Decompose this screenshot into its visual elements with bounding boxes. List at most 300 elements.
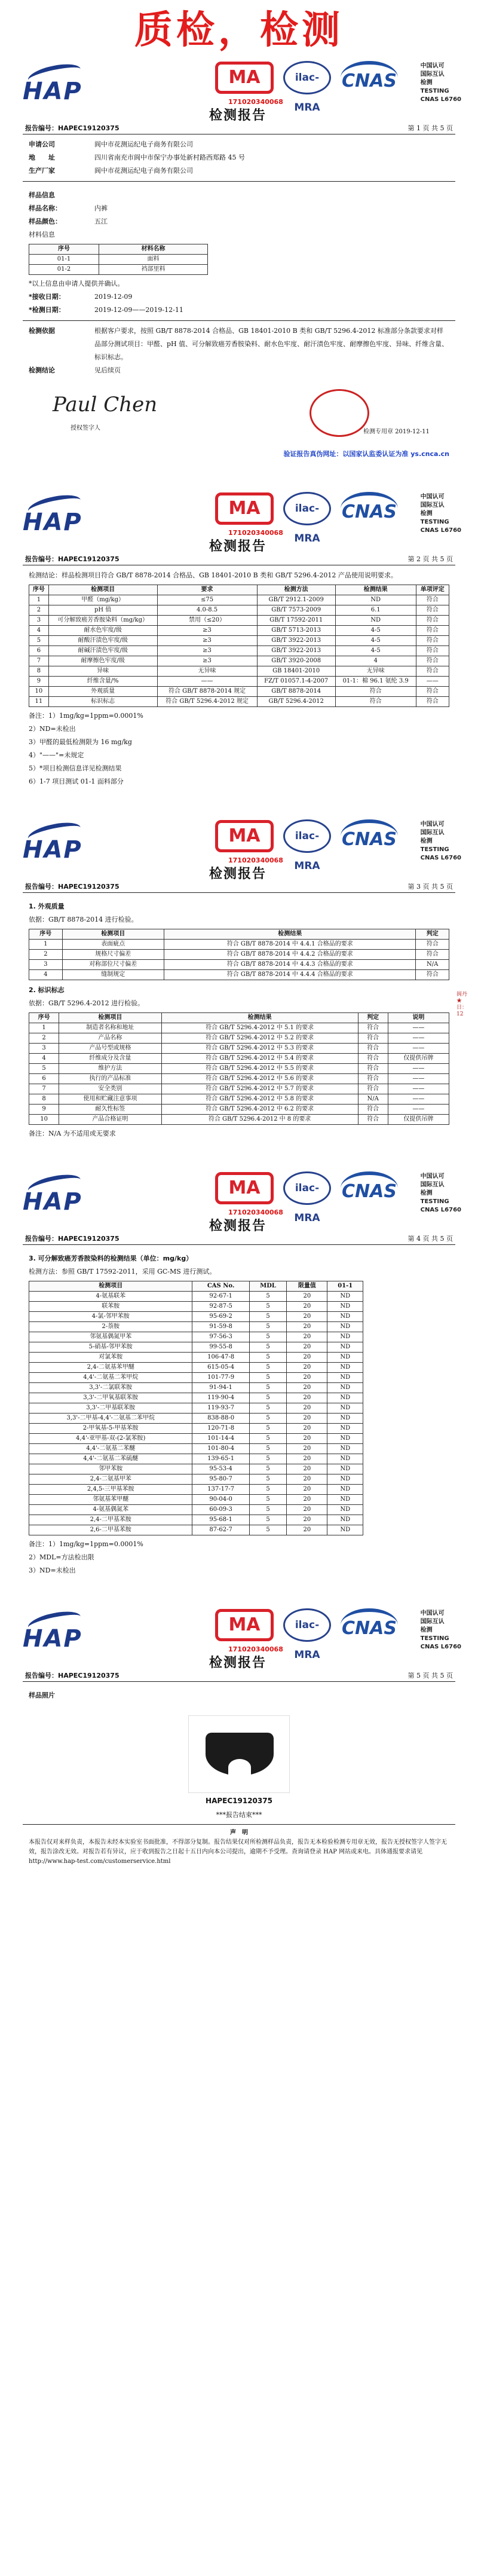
table-cell: 符合: [416, 970, 449, 980]
table-cell: 5: [249, 1322, 287, 1332]
table-cell: 4: [29, 626, 49, 636]
table-cell: 120-71-8: [192, 1424, 249, 1434]
cma-logo: MA: [215, 1172, 274, 1204]
table-row: [29, 646, 449, 656]
table-row: [29, 656, 449, 666]
table-cell: 符合 GB/T 5296.4-2012 中 5.5 的要求: [161, 1064, 358, 1074]
table-cell: 符合: [335, 687, 416, 697]
table-cell: 符合 GB/T 5296.4-2012 中 6.2 的要求: [161, 1105, 358, 1115]
table-cell: 20: [287, 1495, 327, 1505]
hap-logo: HAP: [23, 66, 88, 102]
table-cell: 符合 GB/T 8878-2014 规定: [157, 687, 257, 697]
table-cell: ND: [327, 1444, 363, 1454]
table-header: 限量值: [287, 1281, 327, 1292]
table-row: [29, 1505, 363, 1515]
table-cell: 20: [287, 1474, 327, 1485]
hap-logo: HAP: [23, 497, 88, 533]
note-line: 3）甲醛的最低检测限为 16 mg/kg: [29, 738, 132, 746]
table-row: [29, 1084, 449, 1094]
table-cell: 2-甲氧基-5-甲基苯胺: [29, 1424, 192, 1434]
table-cell: 符合: [358, 1044, 388, 1054]
table-row: [29, 1023, 449, 1033]
table-cell: 6.1: [335, 605, 416, 616]
table-cell: 表面疵点: [62, 940, 164, 950]
table-cell: 2,4,5-三甲基苯胺: [29, 1485, 192, 1495]
table-cell: 维护方法: [59, 1064, 161, 1074]
table-cell: 5: [249, 1342, 287, 1353]
table-row: [29, 1414, 363, 1424]
table-cell: 4: [29, 1054, 59, 1064]
table-cell: 5: [249, 1444, 287, 1454]
table-cell: 20: [287, 1454, 327, 1464]
table-cell: ND: [327, 1495, 363, 1505]
table-cell: 5: [249, 1495, 287, 1505]
table-cell: 符合: [416, 950, 449, 960]
note-line: 备注：1）1mg/kg=1ppm=0.0001%: [29, 1540, 143, 1548]
table-header: MDL: [249, 1281, 287, 1292]
table-cell: 5: [249, 1525, 287, 1535]
table-cell: ND: [327, 1515, 363, 1525]
table-header: 检测项目: [29, 1281, 192, 1292]
manufacturer: 阆中市花测运纪电子商务有限公司: [94, 167, 193, 175]
table-cell: 5: [249, 1474, 287, 1485]
cnas-logo: CNAS: [341, 61, 398, 94]
table-cell: 5: [249, 1373, 287, 1383]
table-cell: 1: [29, 940, 63, 950]
table-cell: 产品号型或规格: [59, 1044, 161, 1054]
table-cell: 20: [287, 1342, 327, 1353]
table-cell: 20: [287, 1383, 327, 1393]
table-cell: 2: [29, 605, 49, 616]
note-line: 4）"——"=未规定: [29, 751, 84, 759]
table-cell: 90-04-0: [192, 1495, 249, 1505]
table-cell: ≥3: [157, 636, 257, 646]
material-table: 序号 材料名称 01-1 面料 01-2 裆部里料: [29, 244, 208, 275]
table-cell: 9: [29, 1105, 59, 1115]
table-cell: 7: [29, 656, 49, 666]
verify-link[interactable]: 验证报告真伪网址：以国家认监委认证为准 ys.cnca.cn: [283, 450, 449, 458]
sample-name: 内裤: [94, 204, 108, 212]
table-row: [29, 1044, 449, 1054]
table-cell: 符合: [416, 636, 449, 646]
table-cell: 外观质量: [48, 687, 157, 697]
table-cell: 20: [287, 1363, 327, 1373]
table-cell: 符合 GB/T 8878-2014 中 4.4.3 合格品的要求: [164, 960, 416, 970]
appearance-table: [29, 929, 449, 980]
table-row: [29, 1054, 449, 1064]
table-row: [29, 666, 449, 677]
table-cell: 3,3'-二氯联苯胺: [29, 1383, 192, 1393]
table-cell: 20: [287, 1485, 327, 1495]
table-cell: 禁用（≤20）: [157, 616, 257, 626]
azo-table: [29, 1281, 363, 1535]
table-cell: 5: [249, 1403, 287, 1414]
table-cell: 符合: [358, 1115, 388, 1125]
table-cell: 符合 GB/T 8878-2014 中 4.4.4 合格品的要求: [164, 970, 416, 980]
table-row: [29, 960, 449, 970]
table-header: 检测项目: [48, 585, 157, 595]
table-cell: 20: [287, 1414, 327, 1424]
table-cell: ND: [327, 1424, 363, 1434]
table-cell: 20: [287, 1444, 327, 1454]
table-row: [29, 1363, 363, 1373]
table-header: CAS No.: [192, 1281, 249, 1292]
table-cell: 119-93-7: [192, 1403, 249, 1414]
cnas-logo: CNAS: [341, 492, 398, 525]
table-cell: ——: [388, 1105, 449, 1115]
table-cell: 2,6-二甲基苯胺: [29, 1525, 192, 1535]
table-cell: 纤维成分及含量: [59, 1054, 161, 1064]
table-cell: 5: [249, 1485, 287, 1495]
table-cell: 耐酸汗渍色牢度/级: [48, 636, 157, 646]
table-cell: GB/T 8878-2014: [257, 687, 335, 697]
table-cell: GB 18401-2010: [257, 666, 335, 677]
hap-logo: HAP: [23, 1176, 88, 1212]
table-cell: 缝制规定: [62, 970, 164, 980]
table-header: 序号: [29, 585, 49, 595]
table-cell: ——: [388, 1033, 449, 1044]
note-line: 2）ND=未检出: [29, 725, 76, 733]
table-cell: ——: [388, 1084, 449, 1094]
table-cell: 符合 GB/T 8878-2014 中 4.4.2 合格品的要求: [164, 950, 416, 960]
table-cell: 1: [29, 595, 49, 605]
table-cell: 4,4'-二氨基二苯硫醚: [29, 1454, 192, 1464]
table-cell: 119-90-4: [192, 1393, 249, 1403]
table-cell: 符合: [358, 1054, 388, 1064]
table-cell: 91-59-8: [192, 1322, 249, 1332]
note-line: 5）*项目检测信息详见检测结果: [29, 764, 122, 772]
table-cell: 5: [249, 1312, 287, 1322]
client-info: 申请公司 阆中市花测运纪电子商务有限公司 地 址 四川省南充市阆中市保宁办事处新村路西郑路 45 号 生产厂家 阆中市花测运纪电子商务有限公司: [12, 134, 466, 181]
table-cell: pH 值: [48, 605, 157, 616]
table-cell: ND: [327, 1485, 363, 1495]
notes: [29, 709, 449, 788]
table-cell: 安全类别: [59, 1084, 161, 1094]
table-row: [29, 1393, 363, 1403]
table-row: [29, 1474, 363, 1485]
table-cell: ——: [416, 677, 449, 687]
table-header: 序号: [29, 929, 63, 940]
table-header: 01-1: [327, 1281, 363, 1292]
banner: [0, 0, 478, 54]
table-cell: 6: [29, 1074, 59, 1084]
table-row: [29, 1094, 449, 1105]
table-cell: 95-68-1: [192, 1515, 249, 1525]
table-cell: ND: [327, 1505, 363, 1515]
table-cell: 符合 GB/T 5296.4-2012 中 5.7 的要求: [161, 1084, 358, 1094]
table-cell: ND: [327, 1434, 363, 1444]
table-cell: ND: [327, 1332, 363, 1342]
table-cell: ND: [327, 1383, 363, 1393]
table-cell: 615-05-4: [192, 1363, 249, 1373]
table-cell: 8: [29, 666, 49, 677]
table-row: [29, 1383, 363, 1393]
table-cell: 符合: [358, 1074, 388, 1084]
note-line: 2）MDL=方法检出限: [29, 1553, 94, 1561]
table-cell: 97-56-3: [192, 1332, 249, 1342]
table-cell: 20: [287, 1505, 327, 1515]
table-cell: 制造者名称和地址: [59, 1023, 161, 1033]
labeling-table: [29, 1012, 449, 1125]
signature: Paul Chen: [53, 393, 158, 417]
table-cell: 符合 GB/T 5296.4-2012 中 5.3 的要求: [161, 1044, 358, 1054]
table-row: 01-1 面料: [29, 255, 208, 265]
table-cell: 01-1：棉 96.1 氨纶 3.9: [335, 677, 416, 687]
table-cell: 4: [29, 970, 63, 980]
cnas-logo: CNAS: [341, 1608, 398, 1642]
table-cell: 符合: [416, 697, 449, 707]
table-row: [29, 950, 449, 960]
table-cell: 5: [29, 636, 49, 646]
official-stamp: [310, 389, 369, 437]
note-line: 备注：1）1mg/kg=1ppm=0.0001%: [29, 712, 143, 720]
appearance-section: 1. 外观质量 依据：GB/T 8878-2014 进行检验。 序号 检测项目 检测结果 判定 1 表面疵点 符合 GB/T 8878-2014 中 4.4.1 合格品的要求 符合 2 规格尺寸偏差 符合 GB/T 8878-2014 中 4.4.2 合格品的要求 符合 3 对称部位尺寸偏差 符合 GB/T 8878-2014 中 4.4.3 合格品的要求 N/A 4 缝制规定 符合 GB/T 8878-2014 中 4.4.4 合格品的要求 符合 2. 标识标志 依据：GB/T 5296.4-2012 进行检验。 序号 检测项目 检测结果 判定 说明 1 制造者名称和地址 符合 GB/T 5296.4-2012 中 5.1 的要求 符合 —— 2 产品名称 符合 GB/T 5296.4-2012 中 5.2 的要求 符合 —— 3 产品号型或规格 符合 GB/T 5296.4-2012 中 5.3 的要求 符合 —— 4 纤维成分及含量 符合 GB/T 5296.4-2012 中 5.4 的要求 符合 仅提供吊牌 5 维护方法 符合 GB/T 5296.4-2012 中 5.5 的要求 符合 —— 6 执行的产品标准 符合 GB/T 5296.4-2012 中 5.6 的要求 符合 —— 7 安全类别 符合 GB/T 5296.4-2012 中 5.7 的要求 符合 —— 8 使用和贮藏注意事项 符合 GB/T 5296.4-2012 中 5.8 的要求 N/A —— 9 耐久性标签 符合 GB/T 5296.4-2012 中 6.2 的要求 符合 —— 10 产品合格证明 符合 GB/T 5296.4-2012 中 8 的要求 符合 仅提供吊牌 备注：N/A 为不适用或无要求: [12, 893, 466, 1144]
table-cell: 3: [29, 616, 49, 626]
table-cell: 20: [287, 1312, 327, 1322]
table-cell: 无异味: [157, 666, 257, 677]
report-header: HAP MA ilac-MRA CNAS 中国认可 国际互认 检测 TESTING CNAS L6760 171020340068 检测报告: [12, 485, 466, 552]
table-cell: 20: [287, 1525, 327, 1535]
table-cell: 标识标志: [48, 697, 157, 707]
table-row: [29, 1373, 363, 1383]
table-cell: 20: [287, 1403, 327, 1414]
table-cell: 符合: [358, 1023, 388, 1033]
table-cell: 符合: [416, 656, 449, 666]
banner-title: 质检，检测: [134, 8, 344, 53]
table-cell: GB/T 7573-2009: [257, 605, 335, 616]
sample-info: 样品信息 样品名称： 内裤 样品颜色： 五江 材料信息 序号 材料名称 01-1 面料 01-2 裆部里料 *以上信息由申请人提供并确认。 *接收日期： 2019-12-09 *检测日期： 2019-12-09——2019-12-11: [12, 182, 466, 320]
table-cell: GB/T 5713-2013: [257, 626, 335, 636]
report-subheader: 报告编号：HAPEC19120375 第 1 页 共 5 页: [25, 124, 453, 132]
table-cell: 符合: [416, 940, 449, 950]
table-row: [29, 1495, 363, 1505]
table-cell: ND: [327, 1464, 363, 1474]
table-cell: 5: [249, 1302, 287, 1312]
table-cell: 137-17-7: [192, 1485, 249, 1495]
table-cell: 1: [29, 1023, 59, 1033]
report-header: HAP MA ilac-MRA CNAS 中国认可 国际互认 检测 TESTING CNAS L6760 171020340068 检测报告: [12, 812, 466, 879]
table-cell: 符合: [416, 616, 449, 626]
table-row: 01-2 裆部里料: [29, 265, 208, 275]
table-cell: 10: [29, 1115, 59, 1125]
ilac-mra-logo: ilac-MRA: [283, 61, 331, 94]
table-cell: 20: [287, 1393, 327, 1403]
report-title: 检测报告: [209, 108, 267, 123]
table-cell: GB/T 2912.1-2009: [257, 595, 335, 605]
table-cell: 5: [249, 1332, 287, 1342]
disclaimer: 声 明 本报告仅对来样负责，本报告未经本实验室书面批准，不得部分复制。报告结果仅对所检测样品负责，报告无本检验检测专用章无效，报告无授权签字人签字无效，报告涂改无效。对报告若有异议，应于收到报告之日起十五日内向本公司提出，逾期不予受理。查询请登录 HAP 网站或来电。具体通报要求请见 http://www.hap-test.com/customerservice.html: [29, 1829, 447, 1865]
table-cell: 20: [287, 1322, 327, 1332]
table-cell: 符合: [358, 1064, 388, 1074]
table-header: 判定: [358, 1013, 388, 1023]
table-cell: 符合: [416, 605, 449, 616]
table-cell: ND: [335, 595, 416, 605]
table-cell: 5: [249, 1515, 287, 1525]
results-table: [29, 585, 449, 707]
signature-area: Paul Chen 授权签字人 检测专用章 2019-12-11: [29, 387, 449, 440]
table-cell: ND: [327, 1302, 363, 1312]
table-row: [29, 1074, 449, 1084]
table-cell: 9: [29, 677, 49, 687]
table-cell: 符合: [358, 1105, 388, 1115]
table-cell: ND: [327, 1454, 363, 1464]
table-cell: ——: [157, 677, 257, 687]
table-cell: 5: [249, 1505, 287, 1515]
table-cell: 4,4'-二氨基二苯醚: [29, 1444, 192, 1454]
table-row: [29, 1332, 363, 1342]
table-row: [29, 687, 449, 697]
report-header: [12, 54, 466, 121]
table-cell: FZ/T 01057.1-4-2007: [257, 677, 335, 687]
table-cell: 5: [249, 1353, 287, 1363]
table-header: 检测项目: [59, 1013, 161, 1023]
table-cell: 4,4'-亚甲基-双-(2-氯苯胺): [29, 1434, 192, 1444]
table-cell: 执行的产品标准: [59, 1074, 161, 1084]
table-cell: 95-80-7: [192, 1474, 249, 1485]
table-cell: 5: [249, 1434, 287, 1444]
table-cell: 使用和贮藏注意事项: [59, 1094, 161, 1105]
table-cell: 耐摩擦色牢度/级: [48, 656, 157, 666]
table-cell: 耐久性标签: [59, 1105, 161, 1115]
ilac-mra-logo: ilac-MRA: [283, 1608, 331, 1642]
table-cell: 5: [249, 1292, 287, 1302]
table-cell: 92-87-5: [192, 1302, 249, 1312]
table-cell: ND: [335, 616, 416, 626]
hap-logo: HAP: [23, 1613, 88, 1649]
table-header: 检测结果: [335, 585, 416, 595]
table-cell: 符合 GB/T 8878-2014 中 4.4.1 合格品的要求: [164, 940, 416, 950]
table-row: [29, 1403, 363, 1414]
table-cell: 符合 GB/T 5296.4-2012 中 5.1 的要求: [161, 1023, 358, 1033]
table-cell: 对称部位尺寸偏差: [62, 960, 164, 970]
table-cell: 符合 GB/T 5296.4-2012 中 5.4 的要求: [161, 1054, 358, 1064]
table-cell: 符合 GB/T 5296.4-2012 中 8 的要求: [161, 1115, 358, 1125]
red-serial-number: 171020340068: [228, 98, 283, 106]
cma-logo: MA: [215, 492, 274, 525]
hap-logo: HAP: [23, 824, 88, 860]
table-cell: 4: [335, 656, 416, 666]
table-cell: ND: [327, 1373, 363, 1383]
table-cell: 4-氨基偶氮苯: [29, 1505, 192, 1515]
report-number: HAPEC19120375: [58, 124, 120, 132]
table-cell: ——: [388, 1023, 449, 1033]
table-cell: N/A: [416, 960, 449, 970]
notes: [29, 1538, 449, 1577]
table-cell: 99-55-8: [192, 1342, 249, 1353]
table-cell: 2-萘胺: [29, 1322, 192, 1332]
table-cell: GB/T 3922-2013: [257, 646, 335, 656]
cma-logo: MA: [215, 62, 274, 94]
ilac-mra-logo: ilac-MRA: [283, 819, 331, 853]
table-cell: 符合 GB/T 5296.4-2012 中 5.6 的要求: [161, 1074, 358, 1084]
table-row: [29, 970, 449, 980]
table-cell: 4-5: [335, 636, 416, 646]
table-cell: 邻甲苯胺: [29, 1464, 192, 1474]
cnas-logo: CNAS: [341, 819, 398, 853]
table-cell: 101-14-4: [192, 1434, 249, 1444]
table-cell: ——: [388, 1064, 449, 1074]
table-cell: 20: [287, 1515, 327, 1525]
table-row: [29, 636, 449, 646]
table-row: [29, 1033, 449, 1044]
note-line: 3）ND=未检出: [29, 1567, 76, 1574]
table-cell: 101-80-4: [192, 1444, 249, 1454]
table-cell: 20: [287, 1332, 327, 1342]
table-row: [29, 1424, 363, 1434]
table-cell: GB/T 5296.4-2012: [257, 697, 335, 707]
table-cell: ——: [388, 1074, 449, 1084]
table-cell: 纤维含量/%: [48, 677, 157, 687]
table-cell: 对氯苯胺: [29, 1353, 192, 1363]
table-cell: ND: [327, 1474, 363, 1485]
table-row: [29, 595, 449, 605]
table-cell: 5: [249, 1454, 287, 1464]
table-cell: 20: [287, 1424, 327, 1434]
table-cell: 符合: [416, 595, 449, 605]
table-cell: 3: [29, 960, 63, 970]
table-cell: 60-09-3: [192, 1505, 249, 1515]
table-cell: 5: [249, 1383, 287, 1393]
cnas-logo: CNAS: [341, 1171, 398, 1205]
table-cell: 符合: [416, 687, 449, 697]
table-cell: 2: [29, 1033, 59, 1044]
table-row: [29, 1312, 363, 1322]
table-cell: 95-69-2: [192, 1312, 249, 1322]
table-cell: 95-53-4: [192, 1464, 249, 1474]
table-cell: 91-94-1: [192, 1383, 249, 1393]
table-row: [29, 1105, 449, 1115]
table-cell: ND: [327, 1403, 363, 1414]
table-row: [29, 1515, 363, 1525]
table-cell: ND: [327, 1342, 363, 1353]
table-cell: ——: [388, 1094, 449, 1105]
table-cell: 5: [249, 1414, 287, 1424]
table-cell: 20: [287, 1373, 327, 1383]
table-header: 要求: [157, 585, 257, 595]
table-cell: ≥3: [157, 656, 257, 666]
sample-photo: [188, 1715, 290, 1793]
table-cell: ≤75: [157, 595, 257, 605]
table-row: [29, 1115, 449, 1125]
table-cell: 产品合格证明: [59, 1115, 161, 1125]
table-cell: 92-67-1: [192, 1292, 249, 1302]
table-cell: 4-氨基联苯: [29, 1292, 192, 1302]
table-cell: 5: [249, 1363, 287, 1373]
conclusion: 检测结论：样品检测项目符合 GB/T 8878-2014 合格品、GB 18401-2010 B 类和 GB/T 5296.4-2012 产品使用说明要求。 序号 检测项目 要求 检测方法 检测结果 单项评定 1 甲醛（mg/kg） ≤75 GB/T 2912.1-2009 ND 符合 2 pH 值 4.0-8.5 GB/T 7573-2009 6.1 符合 3 可分解致癌芳香胺染料（mg/kg） 禁用（≤20） GB/T 17592-2011 ND 符合 4 耐水色牢度/级 ≥3 GB/T 5713-2013 4-5 符合 5 耐酸汗渍色牢度/级 ≥3 GB/T 3922-2013 4-5 符合 6 耐碱汗渍色牢度/级 ≥3 GB/T 3922-2013 4-5 符合 7 耐摩擦色牢度/级 ≥3 GB/T 3920-2008 4 符合 8 异味 无异味 GB 18401-2010 无异味 符合 9 纤维含量/% —— FZ/T 01057.1-4-2007 01-1：棉 96.1 氨纶 3.9 —— 10 外观质量 符合 GB/T 8878-2014 规定 GB/T 8878-2014 符合 符合 11 标识标志 符合 GB/T 5296.4-2012 规定 GB/T 5296.4-2012 符合 符合 备注：1）1mg/kg=1ppm=0.0001% 2）ND=未检出 3）甲醛的最低检测限为 16 mg/kg 4）"——"=未规定 5）*项目检测信息详见检测结果 6）1-7 项目测试 01-1 面料部分: [12, 565, 466, 792]
table-cell: 4.0-8.5: [157, 605, 257, 616]
table-row: [29, 1444, 363, 1454]
side-stamp-strip: 阆丹★日：12: [456, 992, 468, 1017]
table-cell: 2,4-二氨基苯甲醚: [29, 1363, 192, 1373]
table-cell: 符合: [416, 666, 449, 677]
table-cell: 101-77-9: [192, 1373, 249, 1383]
table-cell: 符合 GB/T 5296.4-2012 规定: [157, 697, 257, 707]
table-row: [29, 1064, 449, 1074]
table-cell: ≥3: [157, 646, 257, 656]
photo-caption: HAPEC19120375: [206, 1797, 272, 1805]
ilac-mra-logo: ilac-MRA: [283, 492, 331, 525]
table-row: [29, 1322, 363, 1332]
table-cell: 5: [249, 1424, 287, 1434]
table-cell: 106-47-8: [192, 1353, 249, 1363]
table-cell: 10: [29, 687, 49, 697]
table-cell: 产品名称: [59, 1033, 161, 1044]
table-row: [29, 1525, 363, 1535]
table-cell: 无异味: [335, 666, 416, 677]
table-cell: 4,4'-二氨基二苯甲烷: [29, 1373, 192, 1383]
table-cell: 异味: [48, 666, 157, 677]
table-cell: 耐碱汗渍色牢度/级: [48, 646, 157, 656]
